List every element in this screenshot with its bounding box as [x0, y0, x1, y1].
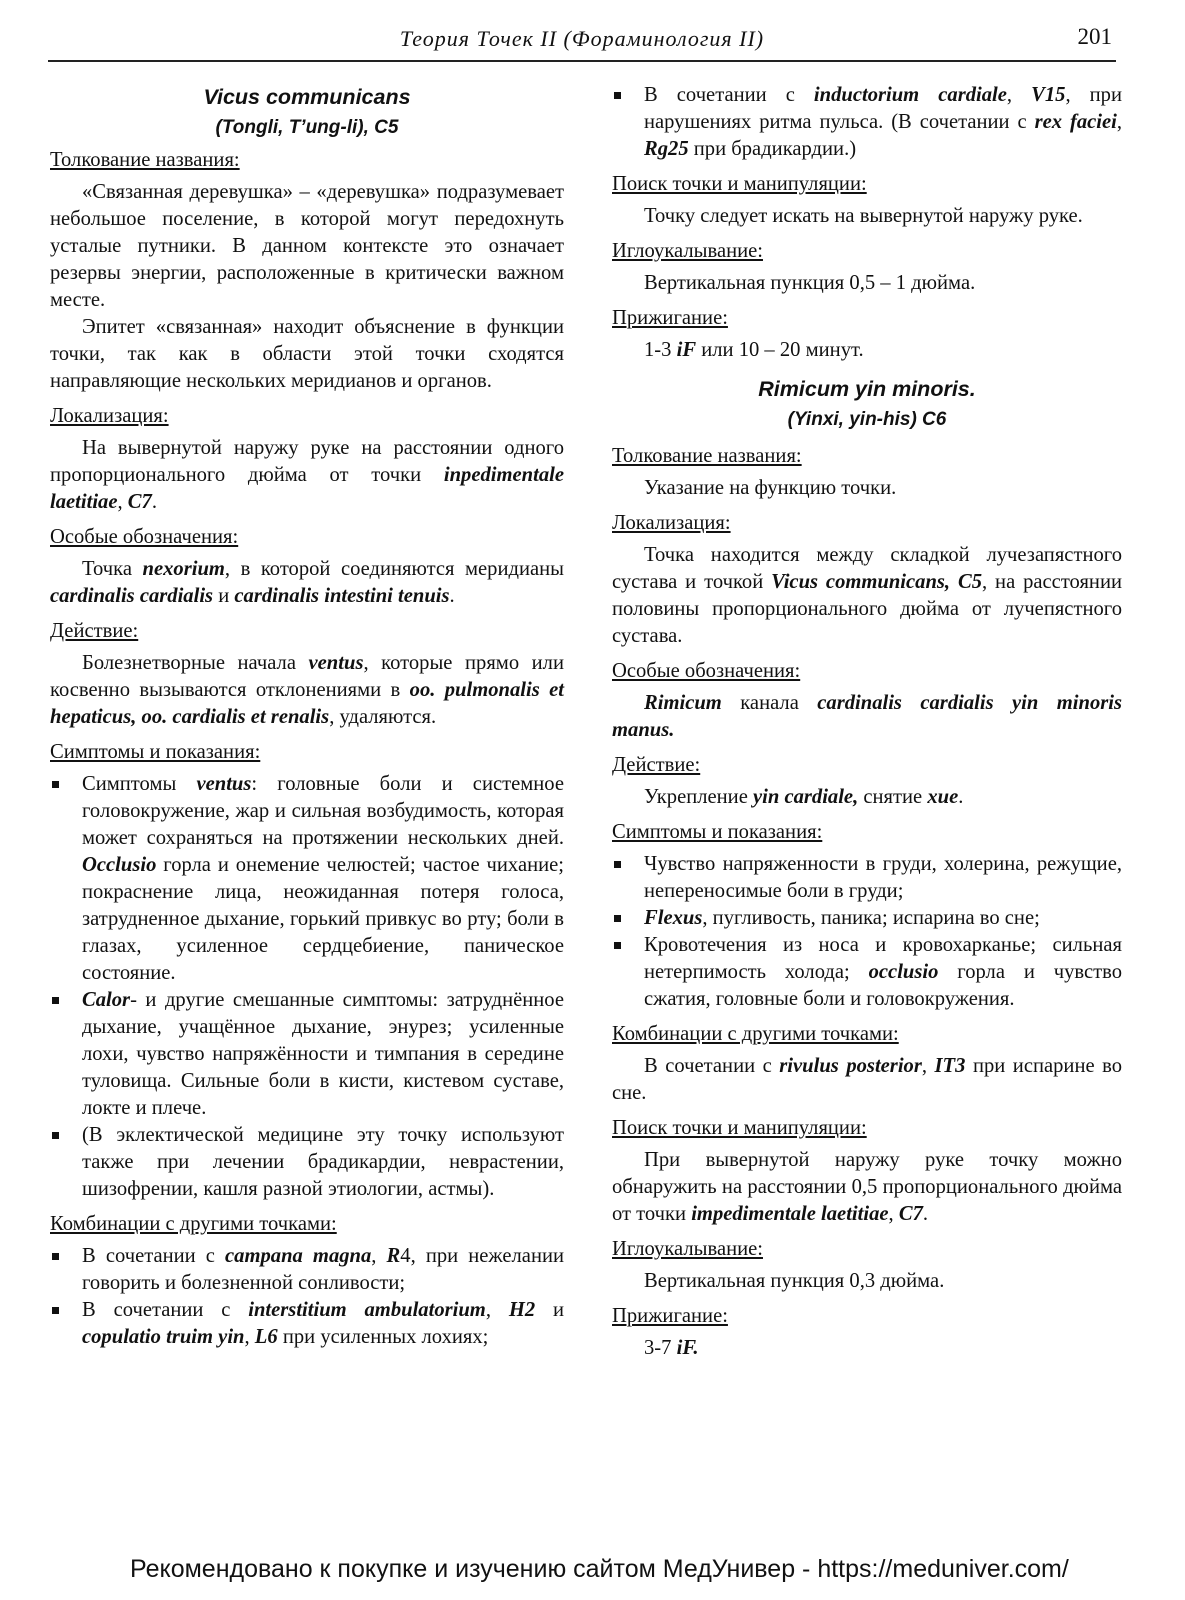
- running-title: Теория Точек II (Фораминология II): [399, 26, 765, 51]
- heading-moxibustion-2: Прижигание:: [612, 1305, 728, 1327]
- bullet-icon: [614, 915, 621, 922]
- list-item: (В эклектической медицине эту точку используют также при лечении брадикардии, неврастении, шизофрении, кашля разной этиологии, астмы).: [50, 1122, 564, 1203]
- combinations-list-continued: [612, 82, 1122, 163]
- heading-combinations: Комбинации с другими точками:: [50, 1213, 337, 1235]
- paragraph-interpretation-1: «Связанная деревушка» – «деревушка» подразумевает небольшое поселение, в которой могут передохнуть усталые путники. В данном контексте это означает резервы энергии, расположенные в критически важном месте.: [50, 181, 564, 311]
- paragraph-combinations-2: В сочетании с rivulus posterior, IT3 при испарине во сне.: [612, 1055, 1123, 1104]
- bullet-icon: [614, 92, 621, 99]
- symptoms-list: [50, 771, 564, 1203]
- section-title: Vicus communicans: [203, 85, 411, 109]
- list-item: В сочетании с campana magna, R4, при нежелании говорить и болезненной сонливости;: [50, 1243, 564, 1297]
- paragraph-acupuncture-2: Вертикальная пункция 0,3 дюйма.: [644, 1270, 945, 1292]
- bullet-icon: [52, 1253, 59, 1260]
- paragraph-acupuncture: Вертикальная пункция 0,5 – 1 дюйма.: [644, 272, 976, 294]
- list-item: Симптомы ventus: головные боли и системное головокружение, жар и сильная возбудимость, которая может сохраняться на протяжении нескольких дней. Occlusio горла и онемение челюстей; частое чихание; покраснение лица, неожиданная потеря голоса, затрудненное дыхание, горький привкус во рту; боли в глазах, усиленное сердцебиение, паническое состояние.: [50, 771, 564, 987]
- paragraph-search-2: При вывернутой наружу руке точку можно обнаружить на расстоянии 0,5 пропорционального дюйма от точки impedimentale laetitiae, C7.: [612, 1149, 1122, 1225]
- section-subtitle: (Tongli, T’ung-li), C5: [215, 117, 399, 138]
- page-number: 201: [1077, 24, 1112, 49]
- footer-recommendation: Рекомендовано к покупке и изучению сайтом МедУнивер - https://meduniver.com/: [130, 1555, 1069, 1583]
- bullet-icon: [52, 1307, 59, 1314]
- section-title-2: Rimicum yin minoris.: [758, 377, 976, 401]
- right-column: [612, 82, 1122, 1362]
- heading-symptoms-2: Симптомы и показания:: [612, 821, 823, 843]
- heading-interpretation: Толкование названия:: [50, 149, 240, 171]
- paragraph-moxibustion-2: 3-7 iF.: [644, 1337, 699, 1359]
- heading-search-2: Поиск точки и манипуляции:: [612, 1117, 867, 1139]
- list-item: Чувство напряженности в груди, холерина, режущие, непереносимые боли в груди;: [612, 851, 1122, 905]
- paragraph-action-2: Укрепление yin cardiale, снятие xue.: [644, 786, 964, 808]
- paragraph-interpretation-2: Указание на функцию точки.: [644, 477, 897, 499]
- paragraph-special: Точка nexorium, в которой соединяются меридианы cardinalis cardialis и cardinalis intestini tenuis.: [50, 558, 565, 607]
- section-subtitle-2: (Yinxi, yin-his) C6: [787, 409, 947, 430]
- bullet-icon: [614, 861, 621, 868]
- heading-acupuncture: Иглоукалывание:: [612, 240, 763, 262]
- paragraph-special-2: Rimicum канала cardinalis cardialis yin minoris manus.: [612, 692, 1123, 741]
- heading-interpretation-2: Толкование названия:: [612, 445, 802, 467]
- heading-search: Поиск точки и манипуляции:: [612, 173, 867, 195]
- page-header: [48, 22, 1116, 62]
- bullet-icon: [52, 997, 59, 1004]
- list-item: Кровотечения из носа и кровохарканье; сильная нетерпимость холода; occlusio горла и чувство сжатия, головные боли и головокружения.: [612, 932, 1122, 1013]
- paragraph-search: Точку следует искать на вывернутой наружу руке.: [644, 205, 1083, 227]
- list-item: Flexus, пугливость, паника; испарина во сне;: [612, 905, 1122, 932]
- combinations-list: [50, 1243, 564, 1351]
- heading-action: Действие:: [50, 620, 139, 642]
- left-column: [50, 82, 564, 1351]
- heading-special-2: Особые обозначения:: [612, 660, 801, 682]
- list-item: В сочетании с inductorium cardiale, V15, при нарушениях ритма пульса. (В сочетании с rex faciei, Rg25 при брадикардии.): [612, 82, 1122, 163]
- list-item: В сочетании с interstitium ambulatorium, H2 и copulatio truim yin, L6 при усиленных лохиях;: [50, 1297, 564, 1351]
- bullet-icon: [52, 1132, 59, 1139]
- paragraph-location-2: Точка находится между складкой лучезапястного сустава и точкой Vicus communicans, C5, на расстоянии половины пропорционального дюйма от лучепястного сустава.: [612, 544, 1122, 647]
- paragraph-interpretation-2: Эпитет «связанная» находит объяснение в функции точки, так как в области этой точки сходятся направляющие нескольких меридианов и органов.: [50, 316, 564, 392]
- bullet-icon: [52, 781, 59, 788]
- heading-acupuncture-2: Иглоукалывание:: [612, 1238, 763, 1260]
- heading-location: Локализация:: [50, 405, 169, 427]
- heading-symptoms: Симптомы и показания:: [50, 741, 261, 763]
- paragraph-location: На вывернутой наружу руке на расстоянии одного пропорционального дюйма от точки inpedimentale laetitiae, C7.: [50, 437, 564, 513]
- heading-combinations-2: Комбинации с другими точками:: [612, 1023, 899, 1045]
- heading-moxibustion: Прижигание:: [612, 307, 728, 329]
- bullet-icon: [614, 942, 621, 949]
- heading-location-2: Локализация:: [612, 512, 731, 534]
- paragraph-action: Болезнетворные начала ventus, которые прямо или косвенно вызываются отклонениями в oo. pulmonalis et hepaticus, oo. cardialis et renalis, удаляются.: [50, 652, 564, 728]
- list-item: Calor- и другие смешанные симптомы: затруднённое дыхание, учащённое дыхание, энурез; усиленные лохи, чувство напряжённости и тимпания в середине туловища. Сильные боли в кисти, кистевом суставе, локте и плече.: [50, 987, 564, 1122]
- heading-special: Особые обозначения:: [50, 526, 239, 548]
- symptoms-list-2: [612, 851, 1122, 1013]
- heading-action-2: Действие:: [612, 754, 701, 776]
- paragraph-moxibustion: 1-3 iF или 10 – 20 минут.: [644, 339, 864, 361]
